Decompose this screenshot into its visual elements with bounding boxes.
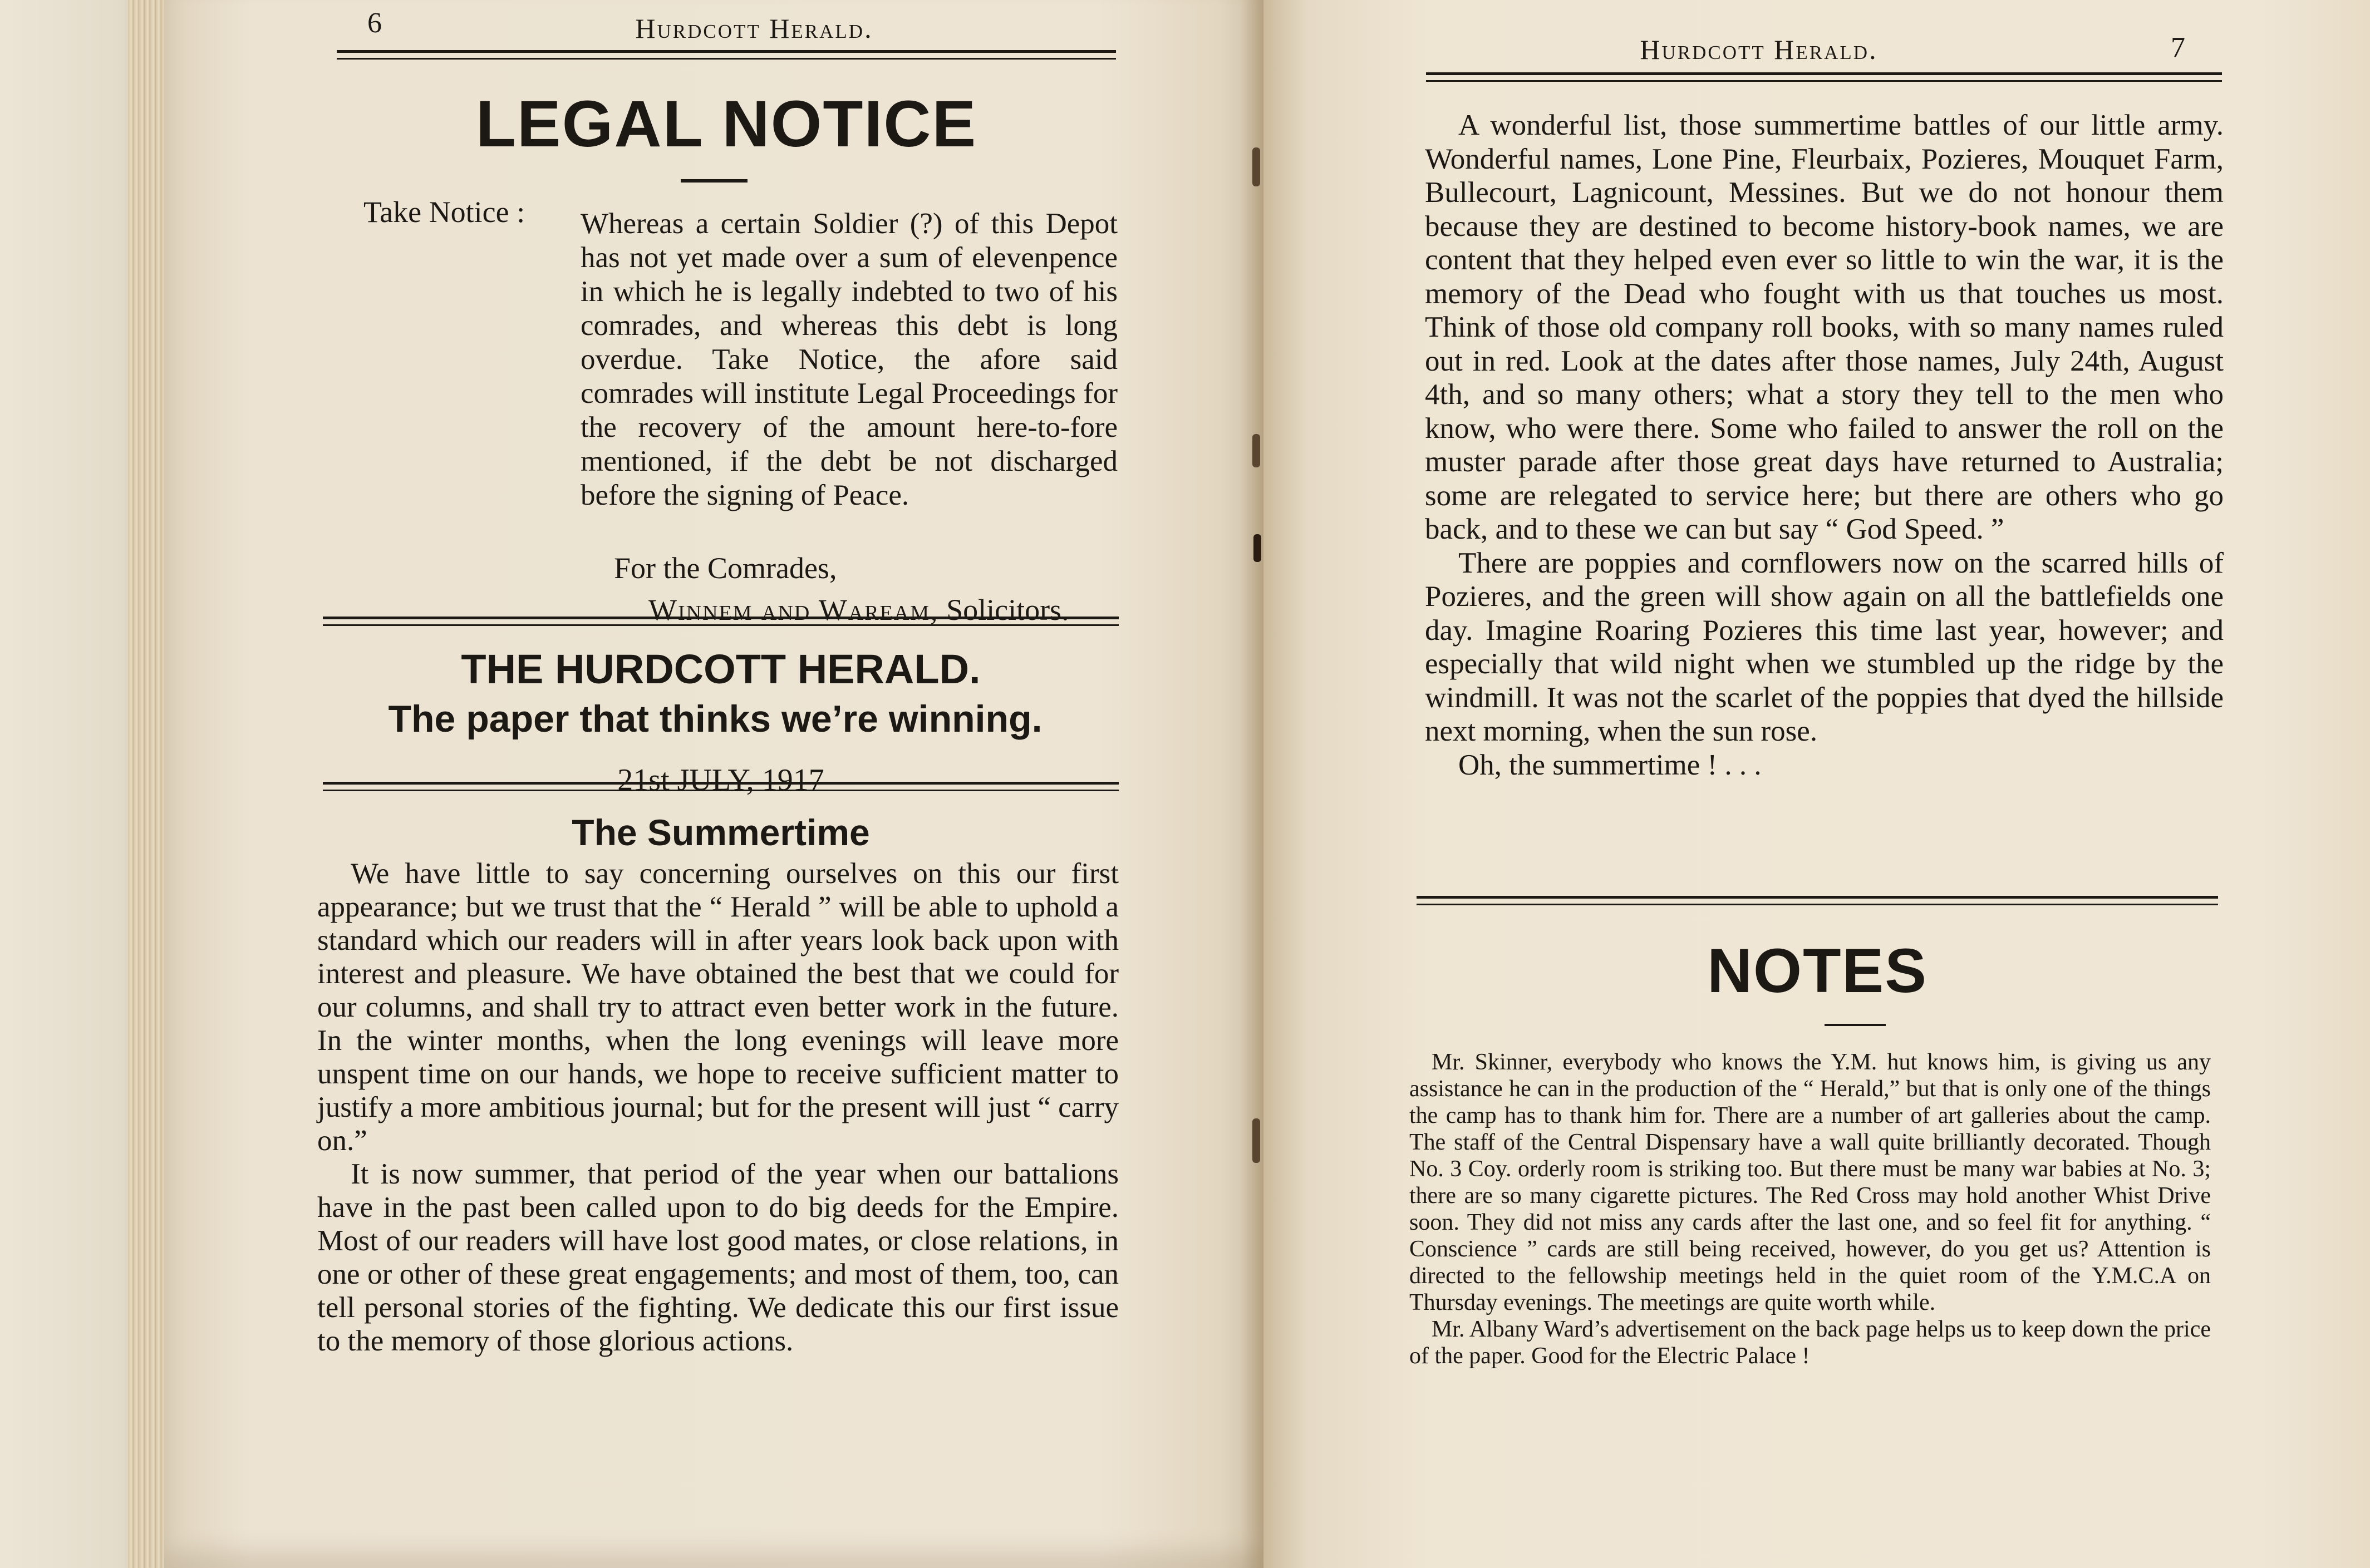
running-head-right: Hurdcott Herald. xyxy=(1640,34,1878,65)
binding-stitch xyxy=(1253,534,1261,562)
article-paragraph-1: We have little to say concerning ourselves on this our first appearance; but we trust that the “ Herald ” will be able to uphold a standard which our readers will in after years look back upon with interest and pleasure. We have obtained the best that we could for our columns, and shall try to attract even better work in the future. In the winter months, when the long evenings will leave more unspent time on our hands, we hope to receive sufficient matter to justify a more ambitious journal; but for the present will just “ carry on.” xyxy=(317,857,1119,1157)
header-rule-left xyxy=(337,50,1116,60)
page-stack-edge xyxy=(128,0,167,1568)
binding-stitch xyxy=(1252,434,1260,467)
article-paragraph-2: It is now summer, that period of the year when our battalions have in the past been called upon to do big deeds for the Empire. Most of our readers will have lost good mates, or close relations, in one or other of these great engagements; and most of them, too, can tell personal stories of the fighting. We dedicate this our first issue to the memory of those glorious actions. xyxy=(317,1158,1119,1357)
legal-notice-body: Whereas a certain Soldier (?) of this Depot has not yet made over a sum of elevenpence in which he is legally indebted to two of his comrades, and whereas this debt is long overdue. Take Notice, the afore said comrades will institute Legal Proceedings for the recovery of the amount here-to-fore mentioned, if the debt be not discharged before the signing of Peace. xyxy=(581,208,1118,511)
notes-body xyxy=(1409,1049,2211,1369)
notes-paragraph-1: Mr. Skinner, everybody who knows the Y.M. hut knows him, is giving us any assistance he can in the production of the “ Herald,” but that is only one of the things the camp has to thank him for. There are a number of art galleries about the camp. The staff of the Central Dispensary have a wall quite brilliantly decorated. Though No. 3 Coy. orderly room is striking too. But there must be many war babies at No. 3; there are so many cigarette pictures. The Red Cross may hold another Whist Drive soon. They did not miss any cards after the last one, and so feel fit for anything. “ Conscience ” cards are still being received, however, do you get us? Attention is directed to the fellowship meetings held in the quiet room of the Y.M.C.A on Thursday evenings. The meetings are quite worth while. xyxy=(1409,1049,2211,1315)
continued-paragraph-1: A wonderful list, those summertime battles of our little army. Wonderful names, Lone Pine, Fleurbaix, Pozieres, Mouquet Farm, Bullecourt, Lagnicount, Messines. But we do not honour them because they are destined to become history-book names, we are content that they helped even ever so little to win the war, it is the memory of the Dead who fought with us that touches us most. Think of those old company roll books, with so many names ruled out in red. Look at the dates after those names, July 24th, August 4th, and so many others; what a story they tell to the men who know, who were there. Some who failed to answer the roll on the muster parade after those great days have returned to Australia; some are relegated to service here; but there are others who go back, and to these we can but say “ God Speed. ” xyxy=(1425,109,2224,545)
notes-rule xyxy=(1417,896,2218,905)
legal-notice-closing: For the Comrades, xyxy=(614,551,837,585)
left-page xyxy=(164,0,1263,1568)
title-divider xyxy=(681,179,748,183)
continued-paragraph-2: There are poppies and cornflowers now on the scarred hills of Pozieres, and the green will show again on all the battlefields one day. Imagine Roaring Pozieres this time last year, however; and especially that wild night when we stumbled up the ridge by the windmill. It was not the scarlet of the poppies that dyed the hillside next morning, when the sun rose. xyxy=(1425,546,2224,747)
article-body xyxy=(317,857,1119,1358)
header-rule-right xyxy=(1426,72,2222,82)
binding-stitch xyxy=(1252,147,1260,186)
signature-names: Winnem and Waream, xyxy=(648,593,939,627)
binding-stitch xyxy=(1252,1118,1260,1163)
masthead-slogan: The paper that thinks we’re winning. xyxy=(388,698,1043,740)
article-continued xyxy=(1425,109,2224,782)
page-number-left: 6 xyxy=(367,7,383,39)
masthead-title: THE HURDCOTT HERALD. xyxy=(461,646,981,692)
notes-divider xyxy=(1825,1024,1886,1026)
article-title: The Summertime xyxy=(572,812,870,853)
notes-paragraph-2: Mr. Albany Ward’s advertisement on the back page helps us to keep down the price of the paper. Good for the Electric Palace ! xyxy=(1409,1316,2211,1369)
legal-notice-title: LEGAL NOTICE xyxy=(475,87,977,161)
masthead-rule-top xyxy=(323,617,1119,626)
right-page xyxy=(1263,0,2370,1568)
take-notice-label: Take Notice : xyxy=(363,195,525,229)
running-head-left: Hurdcott Herald. xyxy=(635,13,873,44)
signature-role: Solicitors. xyxy=(946,593,1069,627)
page-number-right: 7 xyxy=(2171,32,2187,63)
masthead-date: 21st JULY, 1917 xyxy=(617,763,824,797)
masthead-rule-bottom xyxy=(323,782,1119,791)
notes-title: NOTES xyxy=(1707,936,1928,1005)
continued-paragraph-3: Oh, the summertime ! . . . xyxy=(1458,748,1762,781)
